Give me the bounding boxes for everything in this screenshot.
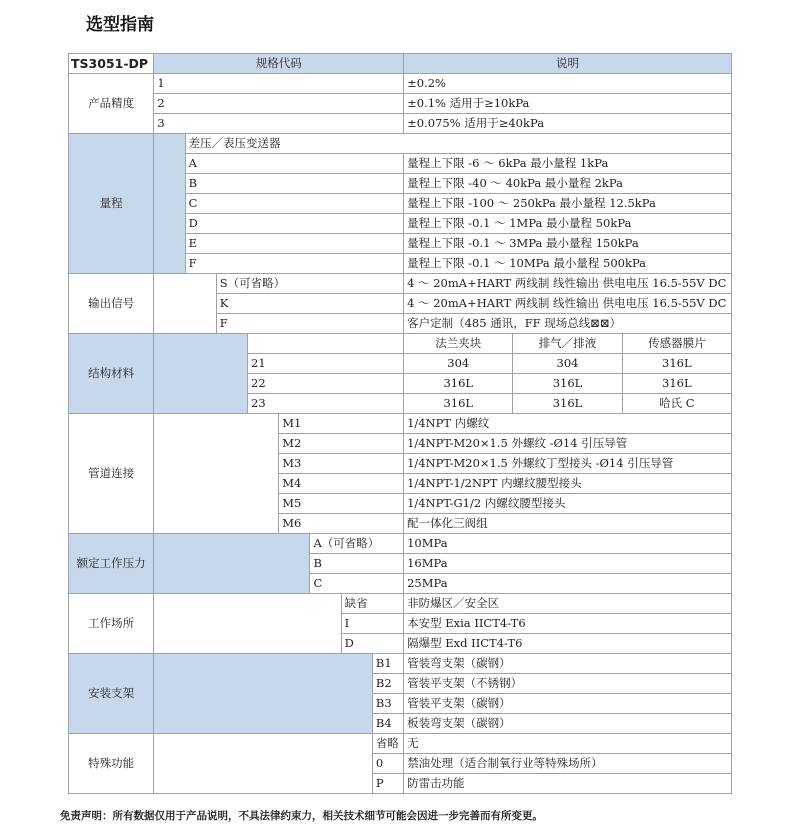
- spec-code: 2: [154, 94, 404, 114]
- table-row: [69, 114, 732, 134]
- material-value: 哈氏 C: [622, 394, 731, 414]
- spec-code: M2: [279, 434, 404, 454]
- spec-description: 客户定制（485 通讯，FF 现场总线⊠⊠）: [404, 314, 732, 334]
- desc-column-header: 说明: [404, 54, 732, 74]
- spec-code: 0: [372, 754, 403, 774]
- spec-code: B: [185, 174, 404, 194]
- spec-description: 本安型 Exia IICT4-T6: [404, 614, 732, 634]
- spec-code: K: [216, 294, 403, 314]
- table-row: [69, 54, 732, 74]
- spec-code: D: [341, 634, 403, 654]
- spec-description: 非防爆区／安全区: [404, 594, 732, 614]
- material-code-blank: [248, 334, 404, 354]
- section-label: 产品精度: [69, 74, 154, 134]
- indent-cell: [154, 134, 185, 274]
- spec-code: F: [216, 314, 403, 334]
- spec-description: ±0.075% 适用于≥40kPa: [404, 114, 732, 134]
- spec-description: 10MPa: [404, 534, 732, 554]
- table-row: [69, 274, 732, 294]
- spec-description: 隔爆型 Exd IICT4-T6: [404, 634, 732, 654]
- indent-cell: [154, 534, 310, 594]
- indent-cell: [154, 274, 216, 334]
- spec-description: 量程上下限 -0.1 ～ 3MPa 最小量程 150kPa: [404, 234, 732, 254]
- spec-code: 22: [248, 374, 404, 394]
- indent-cell: [154, 734, 373, 794]
- material-value: 316L: [513, 394, 622, 414]
- spec-description: 1/4NPT-M20×1.5 外螺纹丁型接头 -Ø14 引压导管: [404, 454, 732, 474]
- spec-code: 23: [248, 394, 404, 414]
- spec-code: C: [185, 194, 404, 214]
- indent-cell: [154, 594, 341, 654]
- material-value: 316L: [404, 394, 513, 414]
- spec-description: 量程上下限 -40 ～ 40kPa 最小量程 2kPa: [404, 174, 732, 194]
- spec-description: 4 ～ 20mA+HART 两线制 线性输出 供电电压 16.5-55V DC: [404, 294, 732, 314]
- spec-description: 1/4NPT-1/2NPT 内螺纹腰型接头: [404, 474, 732, 494]
- material-value: 316L: [622, 374, 731, 394]
- spec-description: 管装弯支架（碳钢）: [404, 654, 732, 674]
- material-column-header: 排气／排液: [513, 334, 622, 354]
- spec-code: A（可省略）: [310, 534, 404, 554]
- material-value: 316L: [404, 374, 513, 394]
- spec-code: B1: [372, 654, 403, 674]
- spec-description: 1/4NPT-M20×1.5 外螺纹 -Ø14 引压导管: [404, 434, 732, 454]
- selection-guide-table: [68, 53, 732, 794]
- material-column-header: 传感器膜片: [622, 334, 731, 354]
- spec-code: A: [185, 154, 404, 174]
- spec-description: 管装平支架（不锈钢）: [404, 674, 732, 694]
- table-row: [69, 534, 732, 554]
- spec-description: 量程上下限 -0.1 ～ 10MPa 最小量程 500kPa: [404, 254, 732, 274]
- table-row: [69, 654, 732, 674]
- section-label: 安装支架: [69, 654, 154, 734]
- spec-code: B: [310, 554, 404, 574]
- spec-code: M1: [279, 414, 404, 434]
- page-title: 选型指南: [86, 15, 154, 35]
- spec-code: F: [185, 254, 404, 274]
- spec-code: E: [185, 234, 404, 254]
- spec-code: 省略: [372, 734, 403, 754]
- material-value: 316L: [622, 354, 731, 374]
- section-label: 管道连接: [69, 414, 154, 534]
- spec-code: 21: [248, 354, 404, 374]
- table-row: [69, 594, 732, 614]
- section-label: 结构材料: [69, 334, 154, 414]
- material-value: 304: [513, 354, 622, 374]
- section-label: 额定工作压力: [69, 534, 154, 594]
- section-label: 特殊功能: [69, 734, 154, 794]
- spec-code: P: [372, 774, 403, 794]
- spec-description: 防雷击功能: [404, 774, 732, 794]
- spec-code: M5: [279, 494, 404, 514]
- material-column-header: 法兰夹块: [404, 334, 513, 354]
- spec-description: 无: [404, 734, 732, 754]
- material-value: 316L: [513, 374, 622, 394]
- spec-code: M4: [279, 474, 404, 494]
- spec-code: 1: [154, 74, 404, 94]
- disclaimer: 免责声明：所有数据仅用于产品说明，不具法律约束力，相关技术细节可能会因进一步完善而有所变更。: [60, 810, 543, 822]
- section-label: 工作场所: [69, 594, 154, 654]
- spec-description: 1/4NPT 内螺纹: [404, 414, 732, 434]
- spec-description: 管装平支架（碳钢）: [404, 694, 732, 714]
- spec-code: B4: [372, 714, 403, 734]
- indent-cell: [154, 334, 248, 414]
- spec-code: D: [185, 214, 404, 234]
- spec-description: 量程上下限 -100 ～ 250kPa 最小量程 12.5kPa: [404, 194, 732, 214]
- spec-description: 禁油处理（适合制氧行业等特殊场所）: [404, 754, 732, 774]
- spec-description: 量程上下限 -0.1 ～ 1MPa 最小量程 50kPa: [404, 214, 732, 234]
- spec-description: 板装弯支架（碳钢）: [404, 714, 732, 734]
- code-column-header: 规格代码: [154, 54, 404, 74]
- spec-description: 4 ～ 20mA+HART 两线制 线性输出 供电电压 16.5-55V DC: [404, 274, 732, 294]
- material-value: 304: [404, 354, 513, 374]
- table-row: [69, 94, 732, 114]
- spec-description: 配一体化三阀组: [404, 514, 732, 534]
- spec-description: ±0.2%: [404, 74, 732, 94]
- spec-code: M6: [279, 514, 404, 534]
- spec-description: 25MPa: [404, 574, 732, 594]
- spec-description: 1/4NPT-G1/2 内螺纹腰型接头: [404, 494, 732, 514]
- spec-code: B3: [372, 694, 403, 714]
- spec-code: 缺省: [341, 594, 403, 614]
- spec-description: 16MPa: [404, 554, 732, 574]
- spec-code: B2: [372, 674, 403, 694]
- spec-code: M3: [279, 454, 404, 474]
- spec-description: ±0.1% 适用于≥10kPa: [404, 94, 732, 114]
- range-subheader: 差压／表压变送器: [185, 134, 731, 154]
- spec-code: 3: [154, 114, 404, 134]
- spec-code: C: [310, 574, 404, 594]
- section-label: 输出信号: [69, 274, 154, 334]
- table-row: [69, 414, 732, 434]
- section-label: 量程: [69, 134, 154, 274]
- table-row: [69, 734, 732, 754]
- table-row: [69, 134, 732, 154]
- indent-cell: [154, 414, 279, 534]
- indent-cell: [154, 654, 373, 734]
- model-name: TS3051-DP: [69, 54, 154, 74]
- table-row: [69, 334, 732, 354]
- spec-code: I: [341, 614, 403, 634]
- spec-code: S（可省略）: [216, 274, 403, 294]
- spec-description: 量程上下限 -6 ～ 6kPa 最小量程 1kPa: [404, 154, 732, 174]
- table-row: [69, 74, 732, 94]
